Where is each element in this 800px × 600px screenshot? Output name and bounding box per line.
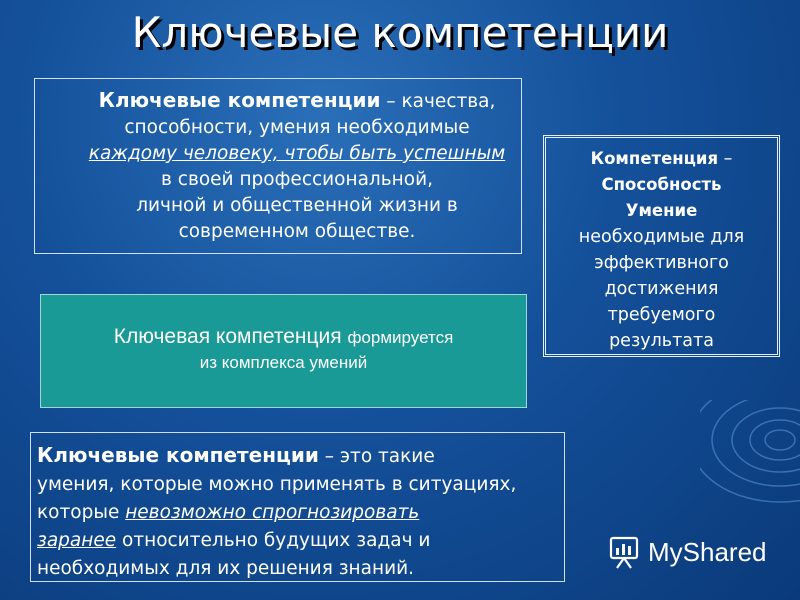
definition-line-6: современном обществе.: [178, 221, 416, 242]
definition-line-4: в своей профессиональной,: [161, 169, 433, 190]
competence-line-1: необходимые для: [578, 227, 745, 247]
application-term: Ключевые компетенции: [37, 443, 319, 467]
presentation-board-icon: [608, 534, 642, 570]
definition-line-5: личной и общественной жизни в: [136, 195, 458, 216]
formation-part-2: формируется: [347, 328, 454, 347]
application-line-2: умения, которые можно применять в ситуациях,: [37, 474, 517, 495]
competence-box: [543, 135, 780, 357]
water-ripple-decoration: [700, 400, 800, 550]
formation-part-1: Ключевая компетенция: [113, 325, 348, 348]
application-line-4-rest: относительно будущих задач и: [116, 530, 431, 551]
definition-term: Ключевые компетенции: [98, 88, 381, 112]
definition-line-3: каждому человеку, чтобы быть успешным: [88, 143, 506, 164]
competence-line-5: результата: [609, 331, 714, 351]
competence-line-2: эффективного: [594, 253, 729, 273]
myshared-logo[interactable]: [608, 534, 767, 570]
definition-line-2: способности, умения необходимые: [124, 117, 470, 138]
application-line-4-emphasis: заранее: [37, 530, 117, 551]
definition-box: [34, 78, 522, 254]
competence-line-3: достижения: [604, 279, 719, 299]
formation-box: [40, 294, 527, 408]
formation-line-2: из комплекса умений: [199, 353, 368, 372]
competence-term: Компетенция: [590, 149, 719, 168]
definition-dash-text: – качества,: [380, 91, 496, 112]
competence-dash: –: [718, 149, 733, 169]
application-line-5: необходимых для их решения знаний.: [37, 558, 415, 579]
slide-title: Ключевые компетенции: [131, 8, 669, 57]
application-line-3-emphasis: невозможно спрогнозировать: [125, 502, 420, 523]
competence-ability: Способность: [601, 175, 722, 194]
logo-text: MyShared: [648, 536, 767, 567]
application-box: [30, 432, 565, 582]
competence-skill: Умение: [625, 201, 698, 220]
application-dash-text: – это такие: [318, 446, 435, 467]
application-line-3-plain: которые: [37, 502, 126, 523]
competence-line-4: требуемого: [607, 305, 716, 325]
